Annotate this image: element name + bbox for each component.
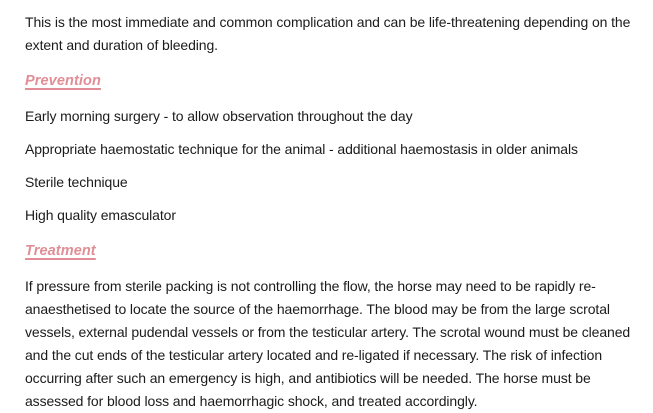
section-heading-prevention: Prevention bbox=[25, 73, 101, 89]
prevention-item-sterile-technique: Sterile technique bbox=[25, 174, 128, 190]
prevention-heading-row bbox=[25, 72, 633, 90]
intro-paragraph: This is the most immediate and common complication and can be life-threatening depending on the extent and duration of bleeding. bbox=[25, 14, 631, 53]
prevention-item-haemostatic-technique: Appropriate haemostatic technique for the animal - additional haemostasis in older animals bbox=[25, 141, 578, 157]
treatment-paragraph: If pressure from sterile packing is not controlling the flow, the horse may need to be rapidly re-anaesthetised to locate the source of the haemorrhage. The blood may be from the large scrotal vessels, external pudendal vessels or from the testicular artery. The scrotal wound must be cleaned and the cut ends of the testicular artery located and re-ligated if necessary. The risk of infection occurring after such an emergency is high, and antibiotics will be needed. The horse must be assessed for blood loss and haemorrhagic shock, and treated accordingly. bbox=[25, 278, 631, 409]
prevention-item-emasculator: High quality emasculator bbox=[25, 207, 176, 223]
section-heading-treatment: Treatment bbox=[25, 243, 96, 259]
treatment-heading-row bbox=[25, 242, 633, 260]
prevention-item-early-morning-surgery: Early morning surgery - to allow observation throughout the day bbox=[25, 108, 413, 124]
